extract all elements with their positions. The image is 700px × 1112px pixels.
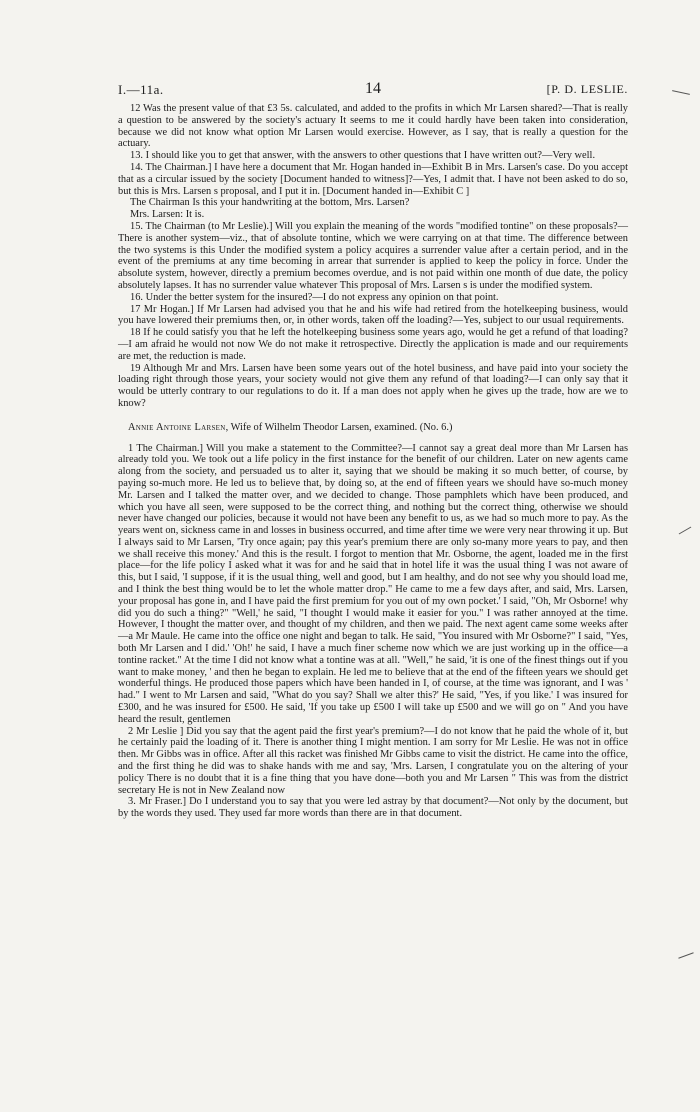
paragraph-q16: 16. Under the better system for the insured?—I do not express any opinion on that point. xyxy=(130,291,499,303)
paragraph-chairman-question: The Chairman Is this your handwriting at the bottom, Mrs. Larsen? xyxy=(130,197,410,209)
paragraph-statement-q2: 2 Mr Leslie ] Did you say that the agent paid the first year's premium?—I do not know that he paid the whole of it, but he certainly paid the loading of it. There is another thing I might mention. I am sorry for Mr Leslie. He was not in office then. Mr Gibbs was in office. After all this racket was finished Mr Gibbs came to visit the district. He came into the office, and the first thing he did was to shake hands with me and say, 'Mrs. Larsen, I congratulate you on the altering of your policy There is no doubt that it is a fine thing that you have done—both you and Mr Larsen " This was from the district secretary He is not in New Zealand now xyxy=(118,725,628,796)
paragraph-q17: 17 Mr Hogan.] If Mr Larsen had advised you that he and his wife had retired from the hotelkeeping business, would you have lowered their premiums then, or, in other words, taken off the loading?—Yes, subject to our usual requirements. xyxy=(118,303,628,327)
paragraph-statement-q3: 3. Mr Fraser.] Do I understand you to say that you were led astray by that document?—Not only by the document, but by the words they used. They used far more words than there are in that document. xyxy=(118,796,628,820)
document-body xyxy=(118,103,628,820)
paragraph-statement-q1: 1 The Chairman.] Will you make a statement to the Committee?—I cannot say a great deal more than Mr Larsen has already told you. We took out a life policy in the first instance for the benefit of our children. Later on new agents came along from the society, and persuaded us to alter it, saying that we should be making it so much better, of course, by paying so-much more. He led us to believe that, by doing so, at the end of fifteen years we should have so-much money Mr. Larsen and I talked the matter over, and we decided to change. Those pamphlets which have been produced, and which you have all seen, were supposed to be the correct thing, and nothing but the correct thing, otherwise we should never have changed our policies, because it would not have been any benefit to us, as we had so much more to pay. As the years went on, sickness came in and losses in business occurred, and time after time we were very near throwing it up. But I always said to Mr Larsen, 'Try once again; pay this year's premium there are only so-many more years to pay, and then we shall receive this money.' And this is the result. I forgot to mention that Mr. Osborne, the agent, loaded me in the first place—for the life policy I asked what it was for and he said that in hotel life it was the usual thing I was not aware of this, but I said, 'I suppose, if it is the usual thing, well and good, but I am healthy, and do not see why you should load me, and I think the best thing would be to let the whole matter drop." He came to me a few days after, and said, Mrs. Larsen, your proposal has gone in, and I have paid the first premium for you out of my own pocket.' I said, "Oh, Mr Osborne! why did you do such a thing?" "Well,' he said, "I thought I would make it easier for you." I was rather annoyed at the time. However, I thought the matter over, and thought of my children, and then we paid. The next agent came some weeks after—a Mr Maule. He came into the office one night and began to talk. He said, "You insured with Mr Osborne?" I said, "Yes, both Mr Larsen and I did.' 'Oh!' he said, I have a much finer scheme now which we are just working up in the office—a tontine racket." At the time I did not know what a tontine was at all. "Well," he said, 'it is one of the finest things out if you want to make money, ' and then he began to explain. He led me to believe that at the end of the fifteen years we should get wonderful things. He produced those papers which have been handed in I, of course, at the time was ignorant, and I was ' had." I went to Mr Larsen and said, "What do you say? Shall we alter this?' He said, "Yes, if you like.' I was insured for £300, and he was insured for £500. He said, 'If you take up £500 I will take up £500 and we will go on " And you have heard the result, gentlemen xyxy=(118,442,628,725)
witness-heading xyxy=(118,422,628,434)
paragraph-q13: 13. I should like you to get that answer, with the answers to other questions that I have written out?—Very well. xyxy=(130,150,596,162)
margin-mark xyxy=(679,527,692,535)
paper-reference: I.—11a. xyxy=(118,82,164,97)
paragraph-q12: 12 Was the present value of that £3 5s. calculated, and added to the profits in which Mr Larsen shared?—That is really a question to be answered by the society's actuary It seems to me it could hardly have been taken into consideration, because we did not know what option Mr Larsen would exercise. However, as I say, that is really a question for the actuary. xyxy=(118,103,628,150)
paragraph-q15: 15. The Chairman (to Mr Leslie).] Will you explain the meaning of the words "modified tontine" on these proposals?—There is another system—viz., that of absolute tontine, which we were carrying on at that time. The difference between the two systems is this Under the modified system a policy acquires a surrender value after a certain period, and in the event of the premiums at any time becoming in arrear that surrender is applied to keep the policy in force. Under the absolute system, however, directly a premium becomes overdue, and is not paid within one month of due date, the policy absolutely lapses. It has no surrender value whatever This proposal of Mrs. Larsen s is under the modified system. xyxy=(118,220,628,291)
witness-name-header: [P. D. LESLIE. xyxy=(546,82,628,96)
paragraph-q19: 19 Although Mr and Mrs. Larsen have been some years out of the hotel business, and have paid into your society the loading right through those years, your society would not give them any refund of that loading?—I can only say that it would be utterly contrary to our regulations to do it. If a man does not apply when he gives up the trade, how are we to know? xyxy=(118,362,628,409)
witness-description: , Wife of Wilhelm Theodor Larsen, examined. (No. 6.) xyxy=(225,421,453,433)
witness-name: Annie Antoine Larsen xyxy=(128,421,226,433)
page-header xyxy=(118,80,628,102)
paragraph-q18: 18 If he could satisfy you that he left the hotelkeeping business some years ago, would he get a refund of that loading?—I am afraid he would not now We do not make it retrospective. Directly the application is made and our requirements are met, the reduction is made. xyxy=(118,327,628,362)
paragraph-mrs-larsen-reply: Mrs. Larsen: It is. xyxy=(130,209,205,221)
page-number: 14 xyxy=(365,80,381,97)
paragraph-q14: 14. The Chairman.] I have here a document that Mr. Hogan handed in—Exhibit B in Mrs. Larsen's case. Do you accept that as a circular issued by the society [Document handed to witness]?—Yes, I admit that. I have not been asked to do so, but this is Mrs. Larsen s proposal, and I put it in. [Document handed in—Exhibit C ] xyxy=(118,161,628,197)
margin-mark xyxy=(672,90,690,95)
margin-mark xyxy=(678,952,693,958)
